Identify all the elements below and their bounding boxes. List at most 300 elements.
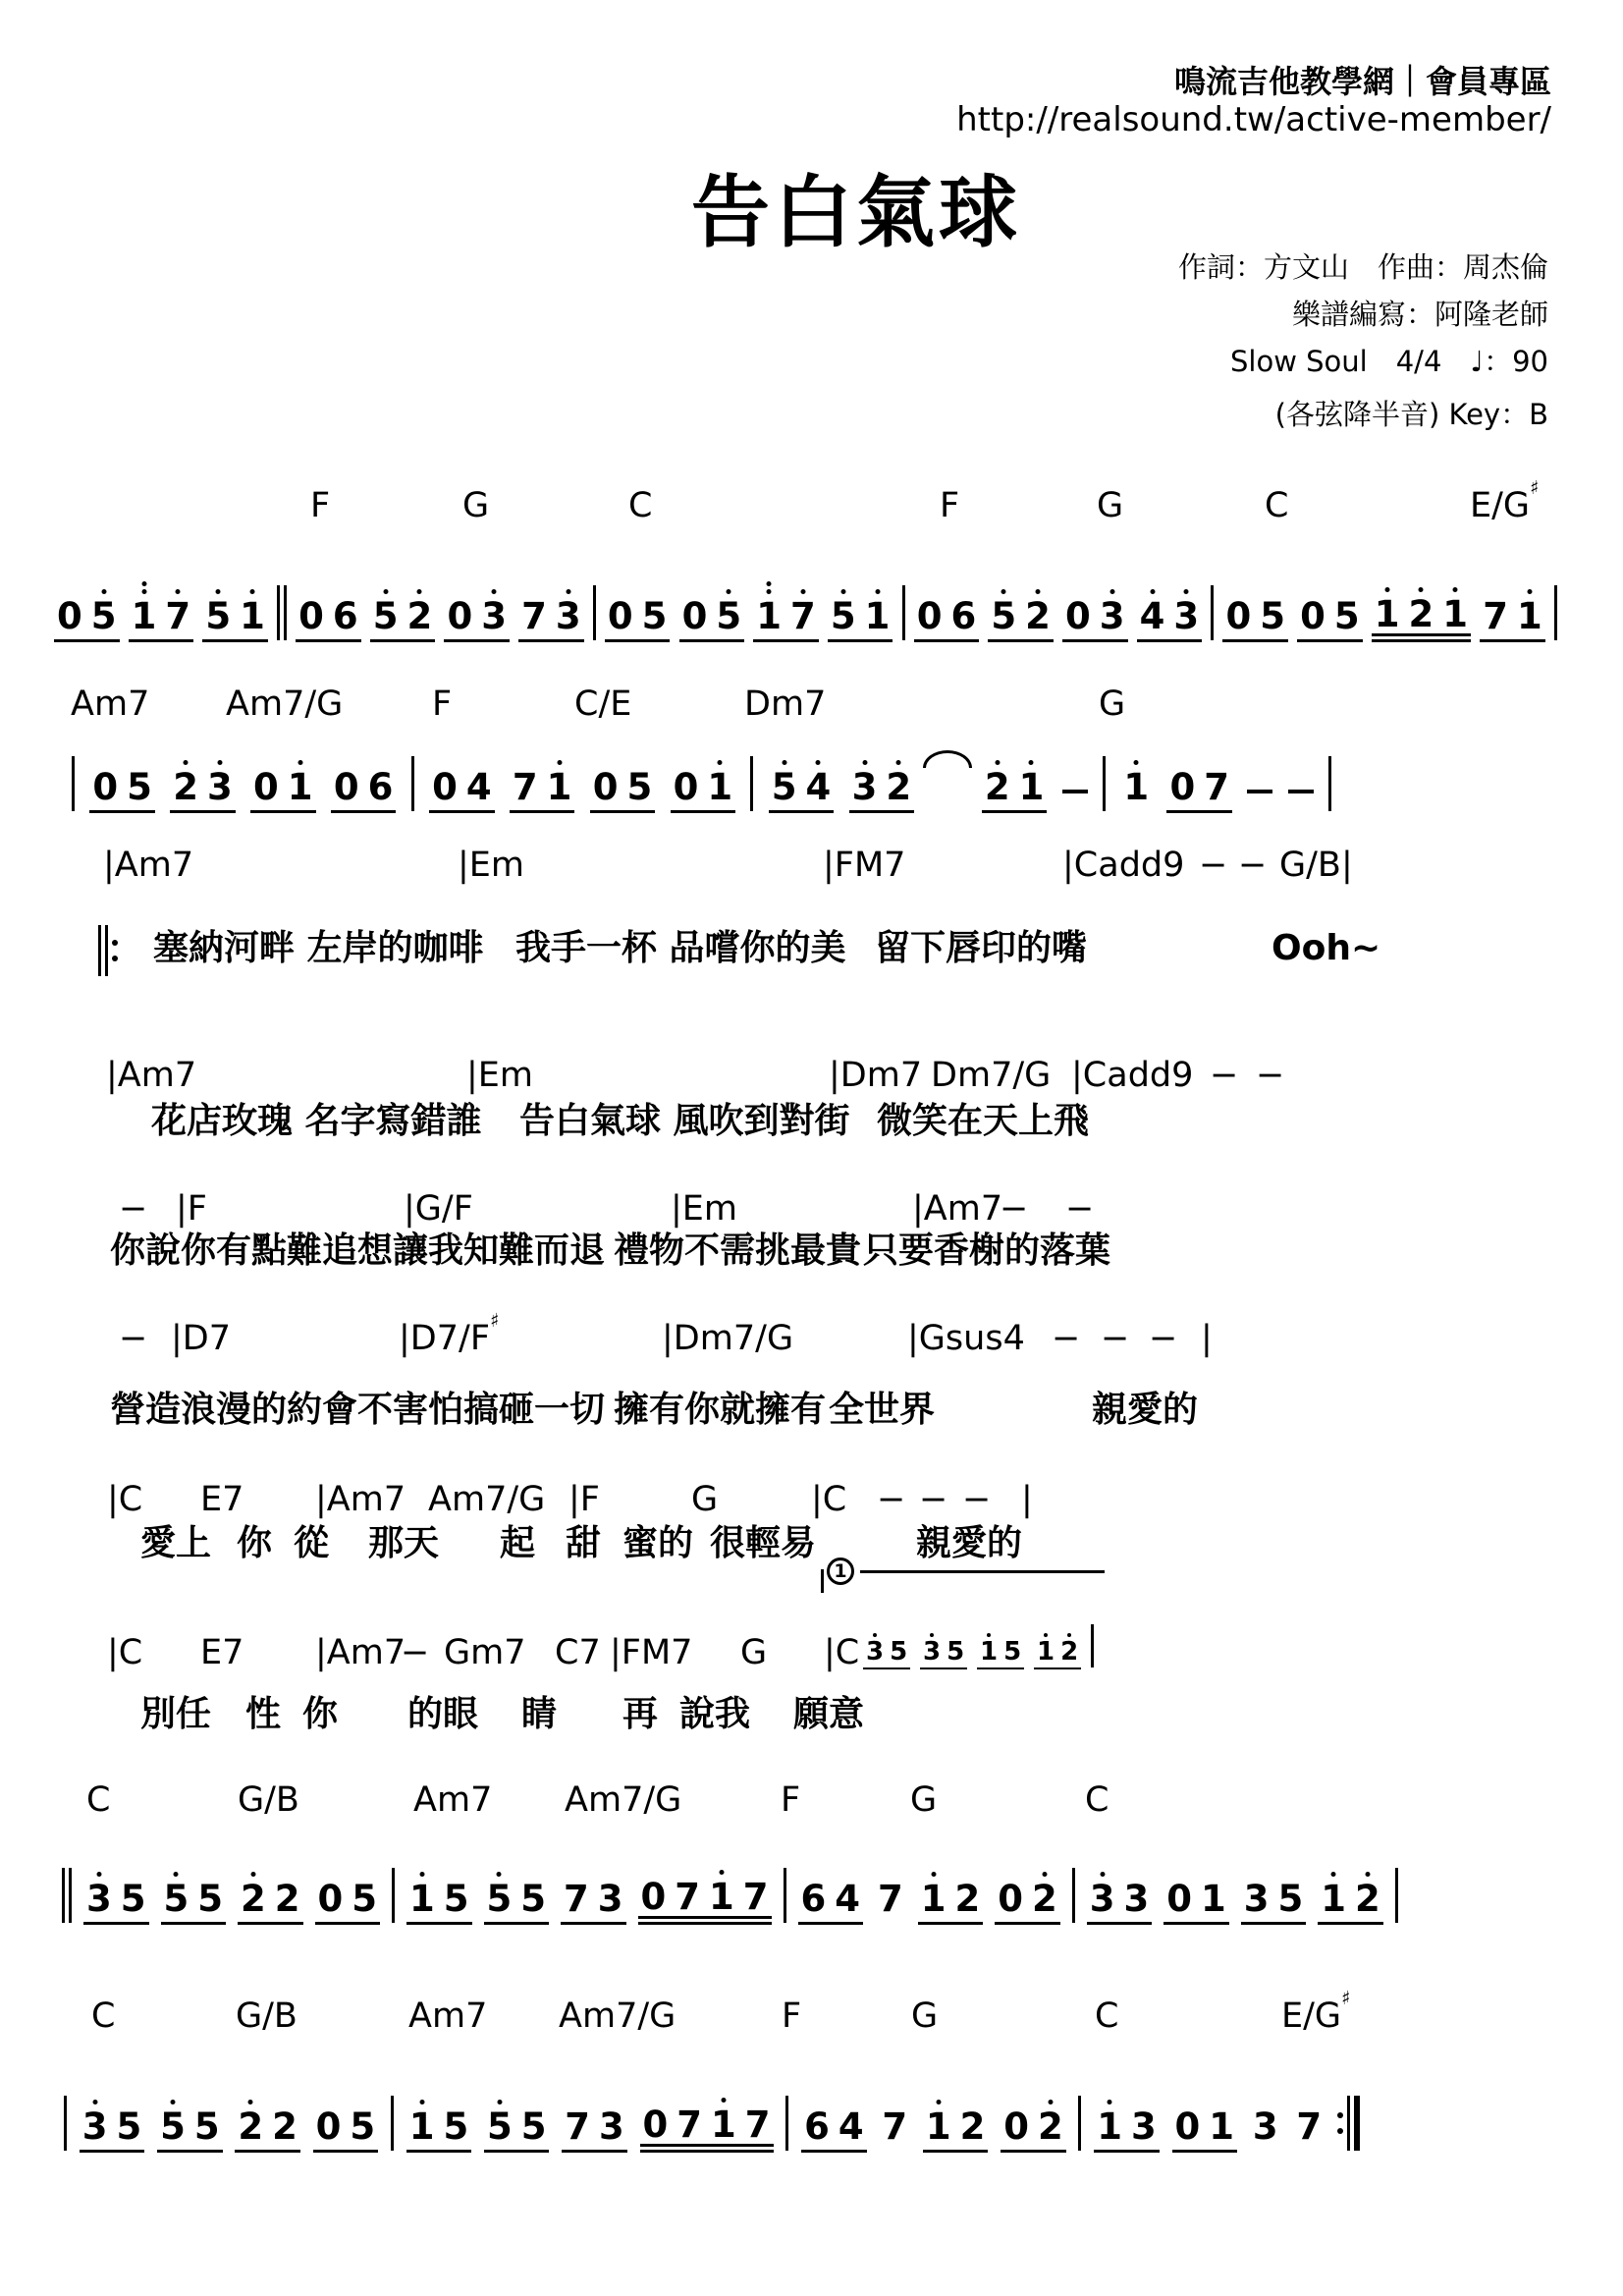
note: 1 [926, 2108, 951, 2145]
chord-label: − [119, 1189, 148, 1229]
note: 6 [950, 595, 977, 637]
note: 5 [443, 2105, 469, 2148]
bar-line [1347, 2096, 1350, 2151]
octave-dot [862, 760, 867, 765]
note-group [518, 595, 584, 642]
note-group [1297, 595, 1363, 642]
note: 0 [92, 766, 119, 808]
note: 5 [1003, 1637, 1022, 1667]
octave-dots [566, 589, 570, 594]
octave-dots [417, 589, 422, 594]
note: 7 [790, 598, 816, 634]
repeat-dots [112, 923, 118, 978]
octave-dots [995, 760, 1000, 765]
note: 3 [86, 1881, 112, 1917]
note: 2 [1060, 1639, 1078, 1665]
octave-dots [1365, 1872, 1370, 1877]
chord-label: G/B| [1279, 846, 1353, 885]
note: 6 [804, 2105, 830, 2148]
note: 5 [1260, 595, 1285, 637]
barline [784, 1868, 786, 1923]
octave-dots [419, 2100, 424, 2105]
barline [1395, 1868, 1398, 1923]
note: 0 [298, 595, 324, 637]
note: 0 [1169, 766, 1196, 808]
note-group [484, 2105, 550, 2153]
note: 1 [1442, 596, 1468, 632]
barline [593, 585, 596, 640]
lyric-segment: 微笑在天上飛 [877, 1101, 1090, 1141]
chord-label: Gm7 [444, 1633, 526, 1672]
note: 5 [91, 598, 117, 634]
octave-dot [1044, 1633, 1048, 1637]
octave-dots [92, 2100, 97, 2105]
lyric-segment: Ooh~ [1271, 928, 1381, 968]
note-group [370, 595, 436, 642]
octave-dots [1067, 1633, 1071, 1637]
octave-dot [1035, 589, 1040, 594]
lyric-segment: 願意 [793, 1694, 865, 1734]
note-group [54, 595, 120, 642]
note-group [296, 595, 361, 642]
barline [1103, 756, 1106, 811]
lyric-segment: 留下唇印的嘴 [875, 928, 1088, 968]
note: 0 [57, 595, 82, 637]
octave-dots [1184, 589, 1189, 594]
note-group [89, 766, 155, 813]
bar-line [750, 756, 753, 811]
bar-line [284, 585, 287, 640]
note: 1 [240, 598, 265, 634]
octave-dot [718, 760, 723, 765]
note: 1 [132, 598, 157, 634]
sharp-sign: ♯ [1341, 1987, 1351, 2010]
chord-label: − [919, 1480, 948, 1519]
chord-label: − [1256, 1056, 1285, 1095]
dash [1247, 790, 1272, 793]
note-group [879, 2105, 910, 2153]
octave-dots [767, 581, 772, 594]
repeat-dot [1337, 2128, 1343, 2134]
chord-label: G [740, 1633, 768, 1672]
note: 2 [238, 2108, 263, 2145]
lyric-segment: 你 [302, 1694, 339, 1734]
barline [392, 1868, 395, 1923]
octave-dots [216, 589, 221, 594]
octave-dots [875, 589, 880, 594]
octave-dots [816, 760, 821, 765]
lyric-segment: 說我 [679, 1694, 751, 1734]
note: 1 [709, 1879, 734, 1915]
octave-dot [497, 1872, 502, 1877]
chord-label: C/E [574, 684, 632, 724]
notation-row [64, 2078, 1360, 2153]
barline [411, 756, 414, 811]
note: 1 [1201, 1878, 1226, 1920]
note-group [988, 595, 1054, 642]
note: 0 [333, 766, 359, 808]
octave-dot [1108, 2100, 1112, 2105]
chord-label: − [1052, 1319, 1081, 1358]
note-group [679, 595, 745, 642]
octave-dots [782, 760, 786, 765]
chord-label: |Dm7 [829, 1056, 923, 1095]
octave-dot [417, 589, 422, 594]
note: 3 [1243, 1878, 1270, 1920]
note-group [238, 1878, 303, 1925]
octave-dot [216, 589, 221, 594]
octave-dot [298, 760, 302, 765]
note: 1 [1209, 2105, 1235, 2148]
note: 5 [116, 2105, 142, 2148]
octave-dots [497, 2100, 502, 2105]
note: 3 [597, 1878, 623, 1920]
lyric-segment: 我手一杯 品嚐你的美 [515, 928, 846, 968]
note: 1 [409, 1881, 435, 1917]
note-group [1172, 2105, 1238, 2153]
note-group [1163, 1878, 1229, 1925]
notation-row [62, 1850, 1398, 1925]
note: 0 [432, 766, 458, 808]
bar-line [1072, 1868, 1075, 1923]
chord-label: F [781, 1780, 801, 1820]
chord-label: G/B [236, 1996, 298, 2036]
chord-label: E/G♯ [1470, 476, 1540, 525]
note: 7 [521, 595, 547, 637]
note: 0 [642, 2104, 669, 2146]
note: 5 [352, 1878, 377, 1920]
credit-arranger: 樂譜編寫：阿隆老師 [1291, 298, 1548, 331]
octave-dots [383, 589, 388, 594]
chord-label: E/G♯ [1281, 1987, 1351, 2036]
chord-label: |FM7 [610, 1633, 693, 1672]
octave-dot [800, 589, 805, 594]
note: 3 [481, 598, 507, 634]
octave-dot [184, 760, 189, 765]
note-group [982, 766, 1048, 813]
note-group [923, 2105, 989, 2153]
octave-dots [176, 589, 181, 594]
note: 2 [274, 1878, 300, 1920]
note-group [202, 595, 268, 642]
note: 6 [800, 1878, 827, 1920]
chord-label: |Am7 [315, 1633, 406, 1672]
octave-dots [184, 760, 189, 765]
chord-label: |Am7 [103, 846, 194, 885]
octave-dot [1001, 589, 1006, 594]
bar-line [72, 756, 75, 811]
note: 5 [716, 598, 741, 634]
note: 1 [1019, 769, 1045, 805]
note: 7 [1483, 595, 1508, 637]
bar-line [1328, 756, 1331, 811]
note: 5 [164, 1881, 189, 1917]
octave-dots [896, 760, 901, 765]
chord-label: G [691, 1480, 719, 1519]
bar-line [593, 585, 596, 640]
note: 0 [447, 595, 473, 637]
octave-dots [249, 589, 254, 594]
chord-label: Am7/G [226, 684, 344, 724]
lyric-segment: 的眼 [407, 1694, 479, 1734]
octave-dots [931, 1872, 936, 1877]
note: 5 [831, 598, 856, 634]
note: 0 [607, 595, 633, 637]
octave-dot [419, 1872, 424, 1877]
note-group [406, 1878, 472, 1925]
note: 7 [1204, 766, 1229, 808]
note-group [640, 2106, 774, 2153]
octave-dots [862, 760, 867, 765]
note-group [920, 1639, 967, 1669]
octave-dot [1029, 760, 1034, 765]
note: 1 [288, 769, 313, 805]
lyric-segment: 蜜的 [622, 1523, 694, 1563]
note-group [444, 595, 510, 642]
note: 4 [806, 769, 832, 805]
octave-dot [1527, 589, 1532, 594]
chord-label: Am7/G [565, 1780, 682, 1820]
octave-dots [1134, 760, 1139, 765]
repeat-dot [112, 956, 118, 961]
bar-line [1103, 756, 1106, 811]
chord-label: C7 [555, 1633, 601, 1672]
bar-line [98, 925, 101, 976]
barline [64, 2096, 67, 2151]
lyric-segment: 不害怕搞砸一切 [357, 1390, 606, 1430]
octave-dot [719, 1870, 724, 1875]
barline [785, 2096, 788, 2151]
note: 3 [923, 1639, 941, 1665]
chord-label: |Em [671, 1189, 738, 1229]
note: 7 [165, 598, 190, 634]
octave-dots [1001, 589, 1006, 594]
note: 7 [564, 1878, 589, 1920]
barline [391, 2096, 394, 2151]
note-group [605, 595, 671, 642]
note: 3 [1100, 598, 1125, 634]
note: 5 [1277, 1878, 1304, 1920]
note-group [1120, 766, 1152, 813]
site-name: 鳴流吉他教學網｜會員專區 [1173, 63, 1551, 100]
chord-label: |Em [458, 846, 525, 885]
lyric-segment: 擁有你就擁有 [614, 1390, 827, 1430]
note-group [828, 595, 893, 642]
credit-lyricist-composer: 作詞：方文山 作曲：周杰倫 [1177, 250, 1548, 284]
sharp-sign: ♯ [1530, 476, 1540, 500]
barline [902, 585, 905, 640]
octave-dot [1100, 1872, 1105, 1877]
bar-line [105, 925, 108, 976]
octave-dots [497, 1872, 502, 1877]
note: 5 [120, 1878, 146, 1920]
note-group [1480, 595, 1545, 642]
bar-line [62, 1868, 65, 1923]
octave-dots [936, 2100, 941, 2105]
chord-label: G [1097, 486, 1124, 525]
chord-label: |C [824, 1633, 860, 1672]
chord-label: C [1085, 1780, 1109, 1820]
note: 7 [742, 1876, 769, 1918]
octave-dots [1419, 587, 1424, 592]
octave-dot [1331, 1872, 1336, 1877]
note: 1 [1375, 596, 1400, 632]
note-group [671, 766, 736, 813]
octave-dot [727, 589, 731, 594]
chord-label: C [91, 1996, 116, 2036]
chord-label: C [1265, 486, 1289, 525]
inline-notation-row [863, 1613, 1094, 1669]
octave-dot [250, 1872, 255, 1877]
note-group [798, 1878, 864, 1925]
note-group [1250, 2105, 1281, 2153]
note: 2 [407, 598, 433, 634]
note: 6 [332, 595, 358, 637]
bracket-tick [821, 1569, 824, 1593]
note: 2 [959, 2105, 986, 2148]
note: 1 [921, 1881, 947, 1917]
barline [1072, 1868, 1075, 1923]
chord-label: |F [176, 1189, 207, 1229]
note: 0 [916, 595, 943, 637]
barline [1554, 585, 1557, 640]
chord-label: |G/F [404, 1189, 473, 1229]
note: 5 [520, 1878, 546, 1920]
note: 5 [772, 769, 797, 805]
lyric-segment: 全世界 [829, 1390, 936, 1430]
lyric-segment: 想讓我知難而退 [357, 1230, 606, 1271]
chord-label: |Am7 [106, 1056, 197, 1095]
lyric-segment: 甜 [566, 1523, 602, 1563]
note-group [1166, 766, 1232, 813]
chord-label: Am7/G [428, 1480, 546, 1519]
lyric-segment: 營造浪漫的約會 [110, 1390, 358, 1430]
chord-label: − [401, 1633, 430, 1672]
octave-dot [497, 2100, 502, 2105]
note: 7 [512, 766, 538, 808]
octave-dot [1109, 589, 1114, 594]
chord-label: − [1000, 1189, 1029, 1229]
chord-label: |C [107, 1633, 143, 1672]
octave-dot [419, 2100, 424, 2105]
octave-dot [383, 589, 388, 594]
note: 2 [272, 2105, 298, 2148]
note: 1 [865, 598, 891, 634]
note: 2 [1355, 1881, 1380, 1917]
notation-row [54, 568, 1557, 642]
note: 3 [599, 2105, 624, 2148]
bar-line [1354, 2096, 1360, 2151]
chord-label: G [910, 1780, 938, 1820]
chord-label: C [86, 1780, 111, 1820]
lyric-segment: 那天 [368, 1523, 440, 1563]
note: 0 [317, 1878, 344, 1920]
note: 0 [315, 2105, 342, 2148]
note: 2 [1409, 596, 1434, 632]
chord-label: − [1238, 846, 1268, 885]
note: 3 [82, 2108, 108, 2145]
tie-arc [923, 750, 972, 768]
chord-label: E7 [200, 1480, 244, 1519]
octave-dots [873, 1633, 877, 1637]
octave-dot [1150, 589, 1155, 594]
bracket-line [860, 1570, 1105, 1573]
note: 5 [641, 595, 668, 637]
credit-style-tempo: Slow Soul 4/4 ♩：90 [1230, 345, 1548, 378]
note: 7 [675, 1876, 700, 1918]
chord-label: |Gsus4 [907, 1319, 1025, 1358]
note: 1 [711, 2106, 736, 2143]
bar-line [902, 585, 905, 640]
note: 0 [1166, 1878, 1192, 1920]
note-group [170, 766, 236, 813]
chord-label: Dm7/G [931, 1056, 1052, 1095]
octave-dot [1184, 589, 1189, 594]
octave-dot [557, 760, 562, 765]
note-group [83, 1878, 149, 1925]
octave-dot [782, 760, 786, 765]
barline [72, 756, 75, 811]
octave-dots [174, 1872, 179, 1877]
octave-dot [873, 1633, 877, 1637]
note: 5 [890, 1637, 908, 1667]
octave-dots [1108, 2100, 1112, 2105]
chord-label: Am7 [413, 1780, 493, 1820]
octave-dot [875, 589, 880, 594]
notation-row [72, 738, 1331, 813]
chord-label: Am7 [71, 684, 150, 724]
note-group [562, 2105, 627, 2153]
note: 0 [998, 1878, 1023, 1920]
octave-dots [298, 760, 302, 765]
octave-dot [936, 2100, 941, 2105]
note: 1 [409, 2108, 435, 2145]
note-group [753, 595, 819, 642]
note-group [875, 1878, 906, 1925]
note: 3 [556, 598, 581, 634]
lyric-segment: 只要香榭的落葉 [863, 1230, 1111, 1271]
chord-label: F [782, 1996, 802, 2036]
note: 0 [592, 766, 619, 808]
chord-label: − [1199, 846, 1228, 885]
note-group [1034, 1639, 1081, 1669]
note-group [80, 2105, 145, 2153]
bar-line [1078, 2096, 1081, 2151]
song-title: 告白氣球 [691, 167, 1021, 258]
octave-dots [1044, 1633, 1048, 1637]
lyric-segment: 禮物不需挑最貴 [614, 1230, 862, 1271]
note: 5 [487, 2108, 513, 2145]
octave-dots [987, 1633, 991, 1637]
note-group [918, 1878, 984, 1925]
lyric-segment: 親愛的 [916, 1523, 1023, 1563]
note-group [129, 595, 194, 642]
lyric-segment: 起 [500, 1523, 536, 1563]
octave-dot [995, 760, 1000, 765]
chord-label: |Am7 [315, 1480, 406, 1519]
octave-dots [1042, 1872, 1047, 1877]
octave-dot [566, 589, 570, 594]
octave-dot [141, 581, 146, 586]
lyric-segment: 塞納河畔 左岸的咖啡 [153, 928, 484, 968]
note-group [561, 1878, 626, 1925]
note-group [914, 595, 980, 642]
note: 2 [241, 1881, 266, 1917]
chord-label: F [310, 486, 331, 525]
bar-line [69, 1868, 72, 1923]
note: 0 [1225, 595, 1252, 637]
note: 7 [676, 2104, 703, 2146]
